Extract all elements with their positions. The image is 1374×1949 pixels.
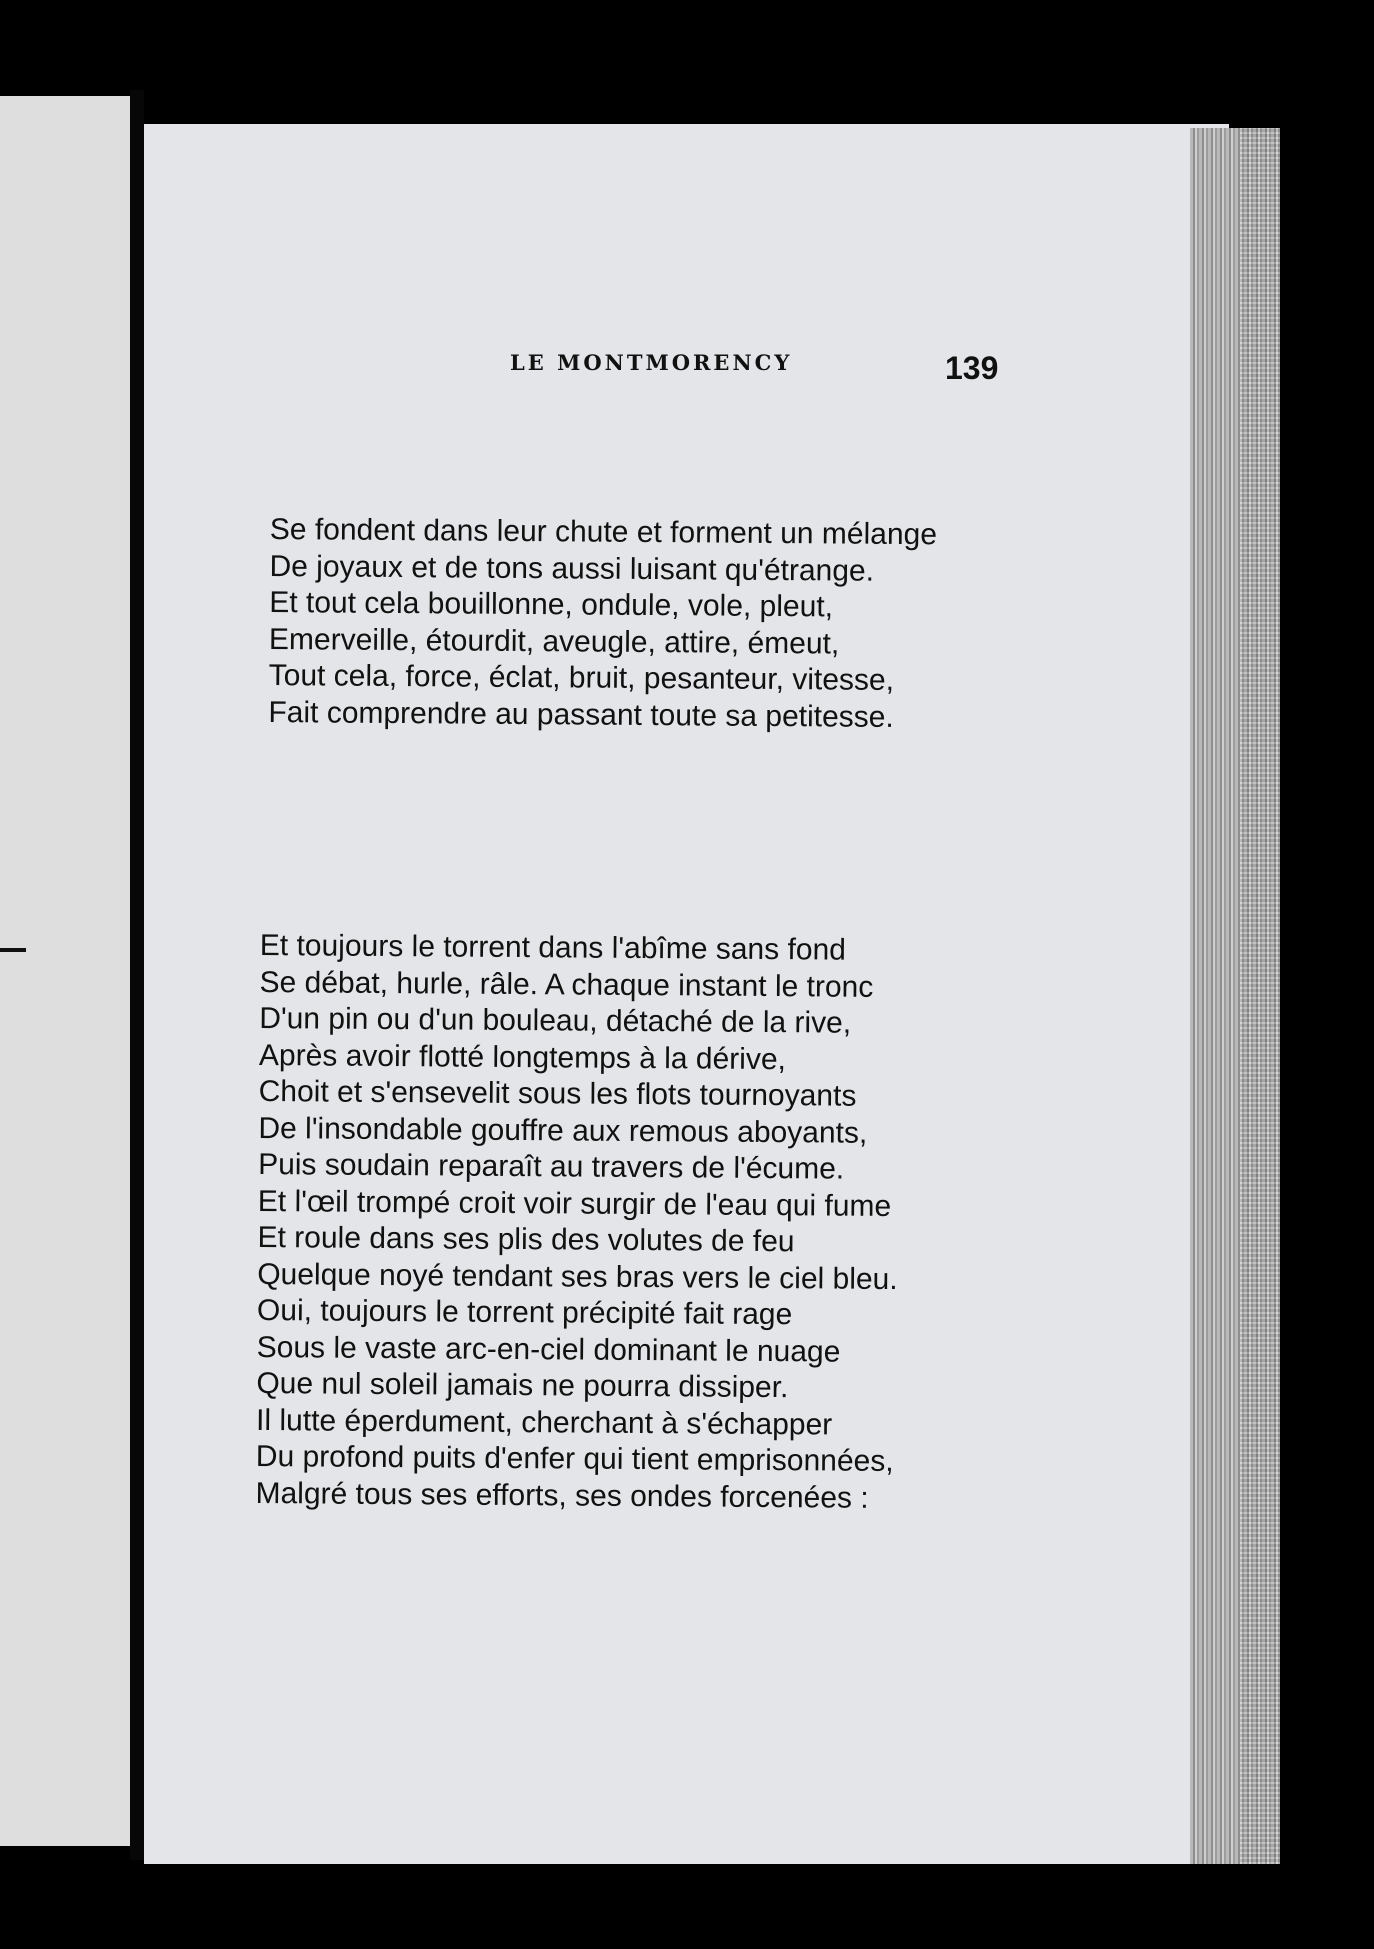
verse-line: Et roule dans ses plis des volutes de feu <box>257 1220 795 1259</box>
book-gutter <box>130 90 144 1860</box>
verse-line: Tout cela, force, éclat, bruit, pesanteur, vitesse, <box>268 658 895 697</box>
verse-line: Puis soudain reparaît au travers de l'écume. <box>258 1147 845 1186</box>
stanza-1 <box>268 512 937 736</box>
page-number: 139 <box>945 350 999 386</box>
verse-line: Se débat, hurle, râle. A chaque instant le tronc <box>259 965 874 1004</box>
verse-line: D'un pin ou d'un bouleau, détaché de la rive, <box>259 1001 852 1040</box>
verse-line: Et tout cela bouillonne, ondule, vole, pleut, <box>269 585 834 624</box>
verse-line: Du profond puits d'enfer qui tient emprisonnées, <box>255 1439 894 1478</box>
verse-line: Et toujours le torrent dans l'abîme sans fond <box>259 928 847 967</box>
verse-line: Se fondent dans leur chute et forment un mélange <box>269 512 938 552</box>
verse-line: Malgré tous ses efforts, ses ondes forcenées : <box>255 1476 869 1515</box>
verse-line: De joyaux et de tons aussi luisant qu'étrange. <box>269 549 875 588</box>
facing-page-dash <box>0 948 26 952</box>
facing-page <box>0 96 130 1846</box>
verse-line: Fait comprendre au passant toute sa petitesse. <box>268 695 894 734</box>
running-title: LE MONTMORENCY <box>510 350 793 375</box>
verse-line: Et l'œil trompé croit voir surgir de l'eau qui fume <box>257 1184 892 1223</box>
stanza-2 <box>255 928 900 1517</box>
verse-line: Choit et s'ensevelit sous les flots tournoyants <box>258 1074 857 1113</box>
verse-line: Emerveille, étourdit, aveugle, attire, émeut, <box>268 622 840 660</box>
verse-line: De l'insondable gouffre aux remous aboyants, <box>258 1111 868 1150</box>
verse-line: Sous le vaste arc-en-ciel dominant le nuage <box>256 1330 841 1369</box>
verse-line: Quelque noyé tendant ses bras vers le ciel bleu. <box>257 1257 898 1296</box>
page-block-edge-texture <box>1240 128 1280 1864</box>
verse-line: Oui, toujours le torrent précipité fait rage <box>256 1293 793 1332</box>
verse-line: Après avoir flotté longtemps à la dérive, <box>258 1038 787 1076</box>
verse-line: Que nul soleil jamais ne pourra dissiper. <box>256 1366 789 1405</box>
verse-line: Il lutte éperdument, cherchant à s'échapper <box>256 1403 833 1442</box>
